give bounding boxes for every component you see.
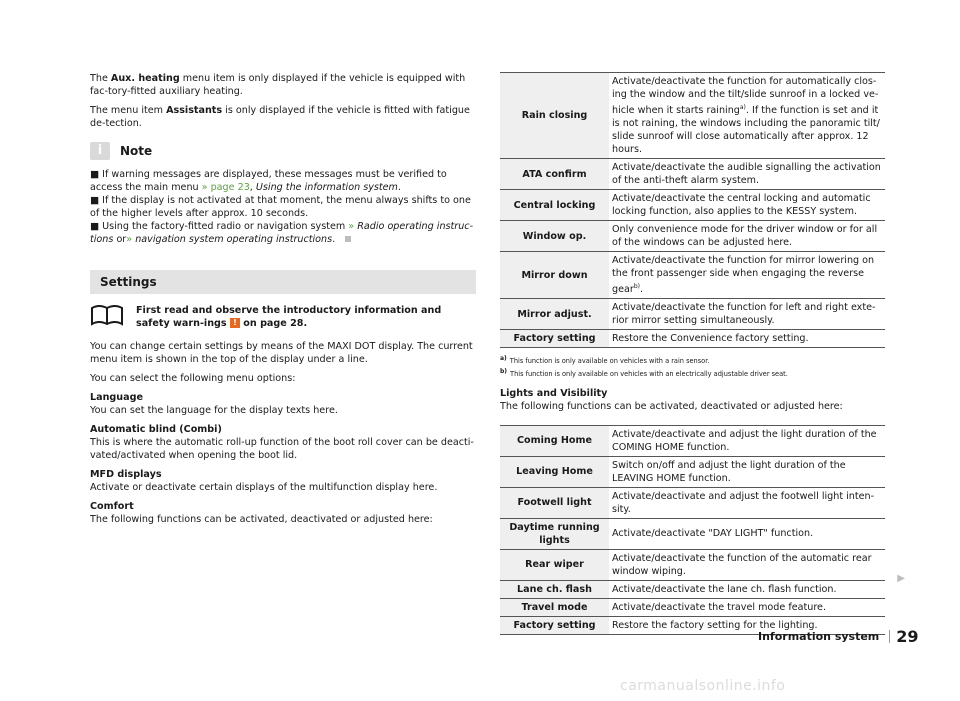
item-text: You can set the language for the display texts here.	[90, 405, 338, 416]
nav-link-arrow[interactable]: »	[126, 234, 133, 245]
item-heading: Language	[90, 392, 143, 403]
row-description: Activate/deactivate the function for automatically clos-ing the window and the tilt/slide sunroof in a locked ve-hicle when it starts raining$^{a)}$. If the function is set and it is not raining, the windows including the panoramic tilt/ slide sunroof will close automatically after approx. 12 hours.	[609, 73, 885, 159]
item-text: Activate or deactivate certain displays of the multifunction display here.	[90, 482, 438, 493]
table-row	[500, 487, 885, 518]
table-row	[500, 252, 885, 299]
row-description: Switch on/off and adjust the light duration of the LEAVING HOME function.	[609, 456, 885, 487]
info-icon: i	[90, 142, 110, 160]
note-bullet-1: ■ If warning messages are displayed, these messages must be verified to access the main menu » page 23, Using the information system.	[90, 169, 447, 193]
row-description: Restore the Convenience factory setting.	[609, 330, 885, 348]
row-label: Factory setting	[500, 616, 609, 634]
row-label: Coming Home	[500, 425, 609, 456]
item-text: This is where the automatic roll-up function of the boot roll cover can be deacti-vated/activated when opening the boot lid.	[90, 437, 474, 461]
row-description: Only convenience mode for the driver window or for all of the windows can be adjusted here.	[609, 221, 885, 252]
item-text: The following functions can be activated, deactivated or adjusted here:	[90, 514, 433, 525]
row-label: Daytime running lights	[500, 518, 609, 549]
footnote: $^{a)}$ This function is only available on vehicles with a rain sensor.	[500, 355, 710, 366]
table-row	[500, 518, 885, 549]
row-description: Activate/deactivate the function for mirror lowering on the front passenger side when engaging the reverse gear$^{b)}$.	[609, 252, 885, 299]
row-description: Activate/deactivate "DAY LIGHT" function.	[609, 518, 885, 549]
table-row	[500, 549, 885, 580]
item-heading: Automatic blind (Combi)	[90, 424, 222, 435]
table-row	[500, 580, 885, 598]
intro-paragraph-2: You can select the following menu options:	[90, 373, 296, 384]
continue-arrow-icon: ▶	[897, 573, 905, 584]
comfort-table	[500, 72, 885, 348]
row-label: Leaving Home	[500, 456, 609, 487]
page-number: 29	[889, 630, 918, 643]
row-description: Activate/deactivate the function of the automatic rear window wiping.	[609, 549, 885, 580]
row-label: Factory setting	[500, 330, 609, 348]
table-row	[500, 190, 885, 221]
lights-table	[500, 425, 885, 635]
intro-paragraph-1: You can change certain settings by means of the MAXI DOT display. The current menu item is shown in the top of the display under a line.	[90, 341, 473, 365]
table-row	[500, 221, 885, 252]
note-title: Note	[120, 143, 153, 158]
table-row	[500, 330, 885, 348]
lights-intro: The following functions can be activated, deactivated or adjusted here:	[500, 400, 843, 412]
table-row	[500, 159, 885, 190]
assistants-paragraph: The menu item Assistants is only displayed if the vehicle is fitted with fatigue de-tection.	[90, 105, 470, 129]
radio-link-arrow[interactable]: »	[348, 221, 355, 232]
row-description: Activate/deactivate the audible signalling the activation of the anti-theft alarm system.	[609, 159, 885, 190]
row-label: Central locking	[500, 190, 609, 221]
footer-section-label: Information system	[758, 630, 880, 643]
item-heading: MFD displays	[90, 469, 162, 480]
left-column	[90, 72, 476, 532]
watermark: carmanualsonline.info	[620, 678, 786, 694]
page-footer	[758, 627, 919, 646]
aux-heating-paragraph: The Aux. heating menu item is only displayed if the vehicle is equipped with fac-tory-fitted auxiliary heating.	[90, 73, 466, 97]
row-label: Lane ch. flash	[500, 580, 609, 598]
row-label: Window op.	[500, 221, 609, 252]
row-label: Mirror adjust.	[500, 299, 609, 330]
row-description: Activate/deactivate the lane ch. flash function.	[609, 580, 885, 598]
warning-badge-icon: !	[230, 318, 240, 328]
settings-section-title: Settings	[90, 270, 476, 294]
row-description: Restore the factory setting for the lighting.	[609, 616, 885, 634]
table-row	[500, 598, 885, 616]
item-heading: Comfort	[90, 501, 134, 512]
row-label: Rear wiper	[500, 549, 609, 580]
note-bullet-2: ■ If the display is not activated at that moment, the menu always shifts to one of the higher levels after approx. 10 seconds.	[90, 195, 471, 219]
row-label: ATA confirm	[500, 159, 609, 190]
table-row	[500, 73, 885, 159]
right-column	[500, 72, 905, 635]
row-label: Mirror down	[500, 252, 609, 299]
page-link[interactable]: » page 23	[201, 182, 250, 193]
warning-text: First read and observe the introductory information and safety warn-ings ! on page 28.	[136, 305, 442, 329]
table-row	[500, 299, 885, 330]
row-description: Activate/deactivate and adjust the footwell light inten-sity.	[609, 487, 885, 518]
warning-block	[90, 304, 476, 330]
book-warning-icon	[90, 304, 124, 326]
row-label: Travel mode	[500, 598, 609, 616]
row-label: Footwell light	[500, 487, 609, 518]
end-marker-icon	[345, 236, 351, 242]
footnotes	[500, 354, 885, 378]
footnote: $^{b)}$ This function is only available on vehicles with an electrically adjustable driver seat.	[500, 367, 788, 378]
row-label: Rain closing	[500, 73, 609, 159]
table-row	[500, 456, 885, 487]
row-description: Activate/deactivate the function for left and right exte-rior mirror setting simultaneously.	[609, 299, 885, 330]
row-description: Activate/deactivate the central locking and automatic locking function, also applies to the KESSY system.	[609, 190, 885, 221]
table-row	[500, 425, 885, 456]
row-description: Activate/deactivate the travel mode feature.	[609, 598, 885, 616]
note-header	[90, 142, 476, 160]
row-description: Activate/deactivate and adjust the light duration of the COMING HOME function.	[609, 425, 885, 456]
lights-heading: Lights and Visibility	[500, 387, 608, 399]
note-bullet-3: ■ Using the factory-fitted radio or navigation system » Radio operating instruc-tions or» navigation system operating instructions.	[90, 221, 474, 245]
